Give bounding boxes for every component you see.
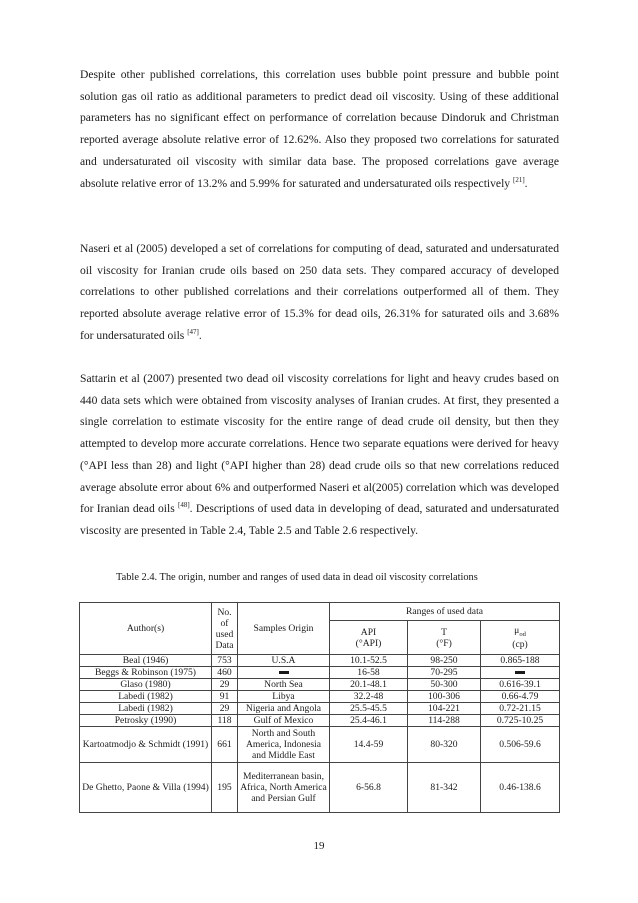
table-row	[80, 655, 560, 667]
paragraph-dindoruk	[80, 64, 559, 194]
paragraph-tail: .	[198, 328, 202, 342]
cell-temperature: 104-221	[408, 703, 481, 715]
not-available-dash	[279, 671, 289, 674]
cell-viscosity: 0.725-10.25	[481, 715, 560, 727]
paragraph-text: Despite other published correlations, this correlation uses bubble point pressure and bubble point solution gas oil ratio as additional parameters to predict dead oil viscosity. Using of these additional parameters has no significant effect on performance of correlation because Dindoruk and Christman reported average absolute relative error of 12.62%. Also they proposed two correlations for saturated and undersaturated oil viscosity with similar data base. The proposed correlations gave average absolute relative error of 13.2% and 5.99% for saturated and undersaturated oils respectively	[80, 68, 559, 190]
cell-no: 195	[212, 763, 238, 813]
cell-no: 29	[212, 703, 238, 715]
header-api: API (°API)	[330, 621, 408, 655]
cell-viscosity: 0.865-188	[481, 655, 560, 667]
cell-no: 753	[212, 655, 238, 667]
cell-origin	[238, 667, 330, 679]
cell-no: 118	[212, 715, 238, 727]
cell-origin: Nigeria and Angola	[238, 703, 330, 715]
header-ranges-of-used-data: Ranges of used data	[330, 603, 560, 621]
header-dead-oil-viscosity: $\mu_{od}$ (cp)	[481, 621, 560, 655]
dead-oil-viscosity-table	[79, 602, 560, 813]
cell-no: 661	[212, 727, 238, 763]
cell-author: Kartoatmodjo & Schmidt (1991)	[80, 727, 212, 763]
cell-temperature: 98-250	[408, 655, 481, 667]
header-samples-origin: Samples Origin	[238, 603, 330, 655]
cell-author: Petrosky (1990)	[80, 715, 212, 727]
cell-origin: North Sea	[238, 679, 330, 691]
not-available-dash	[515, 671, 525, 674]
paragraph-text: Naseri et al (2005) developed a set of correlations for computing of dead, saturated and undersaturated oil viscosity for Iranian crude oils based on 250 data sets. They compared accuracy of developed correlations to other published correlations and their correlations outperformed all of them. They reported absolute average relative error of 15.3% for dead oils, 26.31% for saturated oils and 3.68% for undersaturated oils	[80, 242, 559, 342]
cell-viscosity: 0.506-59.6	[481, 727, 560, 763]
cell-author: Labedi (1982)	[80, 691, 212, 703]
header-temperature: T (°F)	[408, 621, 481, 655]
cell-api: 14.4-59	[330, 727, 408, 763]
paragraph-tail: .	[524, 176, 528, 190]
cell-api: 10.1-52.5	[330, 655, 408, 667]
cell-viscosity: 0.616-39.1	[481, 679, 560, 691]
citation-ref: [48]	[178, 501, 190, 510]
cell-viscosity	[481, 667, 560, 679]
cell-api: 6-56.8	[330, 763, 408, 813]
paragraph-text: Sattarin et al (2007) presented two dead oil viscosity correlations for light and heavy crudes based on 440 data sets which were obtained from viscosity analyses of Iranian crudes. At first, they presented a single correlation to estimate viscosity for the entire range of dead crude oil density, but then they attempted to develop more accurate correlations. Hence two separate equations were derived for heavy (°API less than 28) and light (°API higher than 28) dead crude oils so that new correlations reduced average absolute error about 6% and outperformed Naseri et al(2005) correlation which was developed for Iranian dead oils	[80, 372, 559, 516]
table-row	[80, 715, 560, 727]
table-row	[80, 679, 560, 691]
cell-viscosity: 0.72-21.15	[481, 703, 560, 715]
cell-temperature: 114-288	[408, 715, 481, 727]
table-row	[80, 763, 560, 813]
cell-no: 91	[212, 691, 238, 703]
cell-viscosity: 0.66-4.79	[481, 691, 560, 703]
citation-ref: [47]	[187, 327, 199, 336]
paragraph-naseri	[80, 238, 559, 347]
cell-author: Glaso (1980)	[80, 679, 212, 691]
cell-origin: Mediterranean basin, Africa, North America and Persian Gulf	[238, 763, 330, 813]
cell-author: Labedi (1982)	[80, 703, 212, 715]
header-author: Author(s)	[80, 603, 212, 655]
table-row	[80, 703, 560, 715]
table-row	[80, 727, 560, 763]
cell-temperature: 81-342	[408, 763, 481, 813]
paragraph-tail: . Descriptions of used data in developing of dead, saturated and undersaturated viscosity are presented in Table 2.4, Table 2.5 and Table 2.6 respectively.	[80, 502, 559, 537]
cell-temperature: 70-295	[408, 667, 481, 679]
table-row	[80, 691, 560, 703]
cell-author: Beal (1946)	[80, 655, 212, 667]
paragraph-sattarin	[80, 368, 559, 542]
cell-origin: North and South America, Indonesia and Middle East	[238, 727, 330, 763]
cell-origin: Libya	[238, 691, 330, 703]
cell-author: De Ghetto, Paone & Villa (1994)	[80, 763, 212, 813]
cell-api: 16-58	[330, 667, 408, 679]
cell-temperature: 50-300	[408, 679, 481, 691]
cell-temperature: 80-320	[408, 727, 481, 763]
cell-api: 20.1-48.1	[330, 679, 408, 691]
cell-api: 25.4-46.1	[330, 715, 408, 727]
table-caption: Table 2.4. The origin, number and ranges of used data in dead oil viscosity correlations	[116, 572, 478, 583]
cell-author: Beggs & Robinson (1975)	[80, 667, 212, 679]
cell-no: 29	[212, 679, 238, 691]
table-row	[80, 667, 560, 679]
cell-no: 460	[212, 667, 238, 679]
citation-ref: [21]	[513, 175, 525, 184]
cell-viscosity: 0.46-138.6	[481, 763, 560, 813]
page-number: 19	[313, 840, 325, 852]
cell-api: 32.2-48	[330, 691, 408, 703]
cell-origin: Gulf of Mexico	[238, 715, 330, 727]
cell-temperature: 100-306	[408, 691, 481, 703]
cell-api: 25.5-45.5	[330, 703, 408, 715]
cell-origin: U.S.A	[238, 655, 330, 667]
header-no-of-used-data: No. of used Data	[212, 603, 238, 655]
